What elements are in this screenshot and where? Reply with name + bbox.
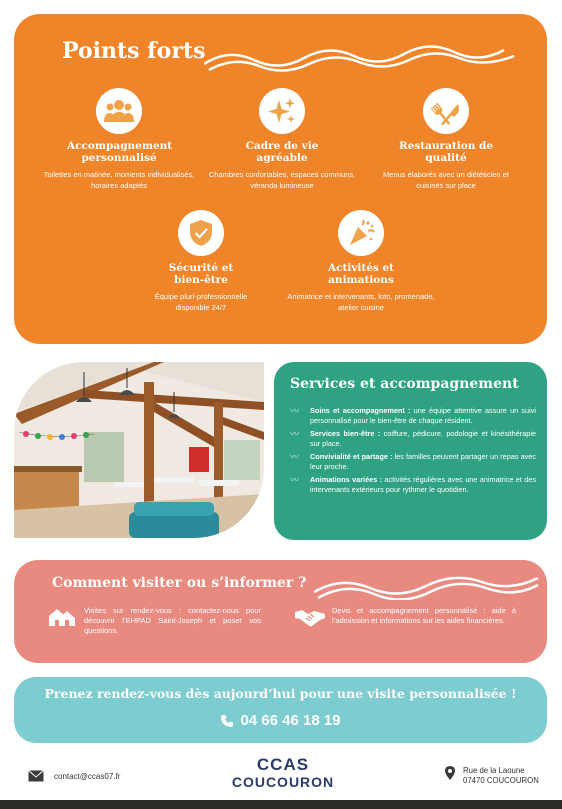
decorative-wave [314, 570, 539, 600]
visit-item-rendez-vous [46, 606, 261, 636]
appointment-title: Prenez rendez-vous dès aujourd’hui pour une visite personnalisée ! [44, 686, 517, 701]
visit-item-text: Devis et accompagnement personnalisé : aide à l’admission et informations sur les aides financières. [332, 606, 516, 625]
feature-title: Activités et animations [327, 262, 395, 286]
appointment-banner [14, 677, 547, 743]
service-text: coiffure, pédicure, podologie et kinésithérapie sur place. [310, 429, 536, 448]
email-link[interactable] [28, 770, 120, 782]
address-line1: Rue de la Laoune [463, 766, 525, 775]
services-list [290, 406, 536, 498]
visit-title: Comment visiter ou s’informer ? [52, 575, 307, 591]
wave-bullet-icon: 〰 [290, 406, 300, 416]
party-icon [346, 218, 376, 248]
feature-desc: Toilettes en matinée, moments individualisés, horaires adaptés [43, 170, 195, 190]
shield-check-icon [187, 218, 215, 248]
service-text: activités régulières avec une animatrice et des intervenants extérieurs pour rythmer le quotidien. [310, 475, 536, 494]
address-line2: 07470 COUCOURON [463, 776, 539, 785]
feature-securite [121, 210, 281, 313]
envelope-icon [28, 770, 44, 782]
email-address: contact@ccas07.fr [54, 771, 121, 781]
feature-title: Cadre de vie agréable [245, 140, 319, 164]
list-item [290, 429, 536, 449]
dining-room-illustration [14, 362, 264, 538]
feature-restauration [366, 88, 526, 191]
feature-title: Sécurité et bien-être [168, 262, 234, 286]
service-text: les familles peuvent partager un repas avec leur proche. [310, 452, 536, 471]
wave-bullet-icon: 〰 [290, 429, 300, 439]
service-label: Animations variées : [310, 475, 383, 484]
feature-desc: Équipe pluri-professionnelle disponible 24/7 [154, 292, 248, 312]
services-title: Services et accompagnement [290, 376, 519, 392]
feature-title: Restauration de qualité [398, 140, 494, 164]
visit-item-devis [294, 606, 516, 633]
sparkle-icon [267, 96, 297, 126]
location-pin-icon [445, 766, 455, 780]
list-item [290, 452, 536, 472]
feature-accompagnement [39, 88, 199, 191]
decorative-wave [204, 44, 524, 72]
utensils-icon [431, 96, 461, 126]
service-label: Soins et accompagnement : [310, 406, 411, 415]
feature-desc: Animatrice et intervenants, loto, promenade, atelier cuisine [287, 292, 435, 312]
service-text: une équipe attentive assure un suivi personnalisé pour le bien-être de chaque résident. [310, 406, 536, 425]
phone-number: 04 66 46 18 19 [240, 712, 341, 729]
house-icon [46, 606, 76, 628]
points-forts-title: Points forts [62, 38, 206, 64]
list-item [290, 406, 536, 426]
phone-icon [220, 714, 234, 728]
feature-desc: Chambres confortables, espaces communs, véranda lumineuse [208, 170, 356, 190]
feature-desc: Menus élaborés avec un diététicien et cuisinés sur place [383, 170, 509, 190]
handshake-icon [294, 606, 326, 628]
wave-bullet-icon: 〰 [290, 452, 300, 462]
points-forts-section [14, 14, 547, 344]
address [445, 766, 539, 786]
service-label: Services bien-être : [310, 429, 381, 438]
wave-bullet-icon: 〰 [290, 475, 300, 485]
people-icon [104, 98, 134, 124]
services-section [274, 362, 547, 540]
visit-item-text: Visites sur rendez-vous : contactez-nous pour découvrir l’EHPAD Saint-Joseph et poser vos questions. [84, 606, 261, 635]
ccas-logo [228, 756, 338, 791]
feature-title: Accompagnement personnalisé [67, 140, 173, 164]
visit-section [14, 560, 547, 663]
list-item [290, 475, 536, 495]
feature-activites [281, 210, 441, 313]
feature-cadre-de-vie [202, 88, 362, 191]
logo-coucouron: COUCOURON [231, 774, 335, 790]
logo-ccas: CCAS [256, 755, 310, 774]
interior-photo [14, 362, 264, 538]
footer [0, 748, 562, 800]
bottom-bar [0, 800, 562, 809]
phone-link[interactable] [14, 712, 547, 729]
service-label: Convivialité et partage : [310, 452, 393, 461]
